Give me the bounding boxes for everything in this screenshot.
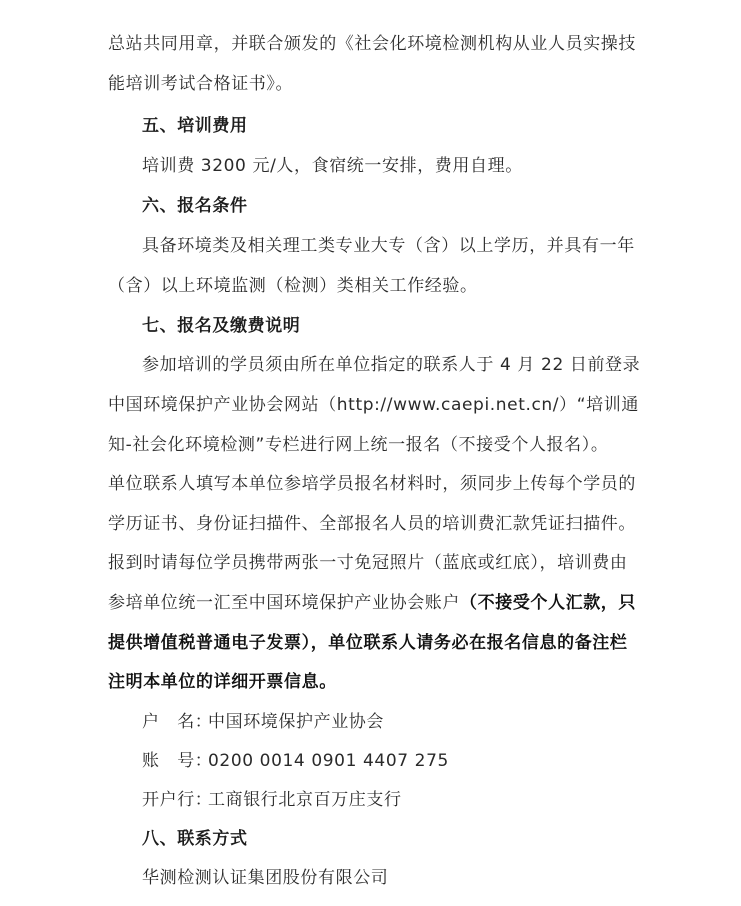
field-label: 账 号：: [142, 751, 213, 771]
paragraph-line: [108, 32, 636, 56]
field-label: 开户行：: [142, 790, 213, 810]
paragraph-line: 具备环境类及相关理工类专业大专（含）以上学历，并具有一年: [142, 236, 635, 256]
contact-organization: 华测检测认证集团股份有限公司: [142, 868, 389, 888]
fee-text: 培训费 3200 元/人，食宿统一安排，费用自理。: [142, 156, 523, 176]
text-run: 总站共同用章，并联合颁发的《社会化环境检测机构从业人员实操技: [108, 34, 636, 54]
section-heading-contact: 八、联系方式: [142, 829, 248, 849]
paragraph-line: 知-社会化环境检测”专栏进行网上统一报名（不接受个人报名）。: [108, 435, 609, 455]
paragraph-line-bold: 注明本单位的详细开票信息。: [108, 672, 337, 692]
text-run: 能培训考试合格证书》。: [108, 74, 294, 94]
text-run: 学历证书、身份证扫描件、全部报名人员的培训费汇款凭证扫描件。: [108, 514, 636, 534]
section-heading-registration: 七、报名及缴费说明: [142, 316, 301, 336]
text-run: 参培单位统一汇至中国环境保护产业协会账户: [108, 593, 460, 613]
paragraph-line-bold: 提供增值税普通电子发票），单位联系人请务必在报名信息的备注栏: [108, 633, 628, 653]
section-heading-fee: 五、培训费用: [142, 116, 248, 136]
text-run: 单位联系人填写本单位参培学员报名材料时，须同步上传每个学员的: [108, 474, 636, 494]
bold-text-run: （不接受个人汇款，只: [460, 593, 636, 613]
field-value: 工商银行北京百万庄支行: [208, 790, 402, 810]
paragraph-line: [108, 551, 636, 575]
field-label: 户 名：: [142, 712, 213, 732]
bank-account-number: [142, 749, 449, 773]
field-value: 0200 0014 0901 4407 275: [208, 751, 449, 771]
section-heading-eligibility: 六、报名条件: [142, 196, 248, 216]
paragraph-line: （含）以上环境监测（检测）类相关工作经验。: [108, 276, 478, 296]
paragraph-line: [108, 72, 293, 96]
paragraph-line: [108, 472, 636, 496]
text-run: 报到时请每位学员携带两张一寸免冠照片（蓝底或红底），培训费由: [108, 553, 628, 573]
paragraph-line: 中国环境保护产业协会网站（http://www.caepi.net.cn/）“培训通: [108, 395, 639, 415]
paragraph-line: [108, 591, 636, 615]
paragraph-line: [108, 512, 636, 536]
bank-branch: [142, 788, 402, 812]
bank-account-name: [142, 710, 384, 734]
paragraph-line: 参加培训的学员须由所在单位指定的联系人于 4 月 22 日前登录: [142, 355, 641, 375]
field-value: 中国环境保护产业协会: [208, 712, 384, 732]
